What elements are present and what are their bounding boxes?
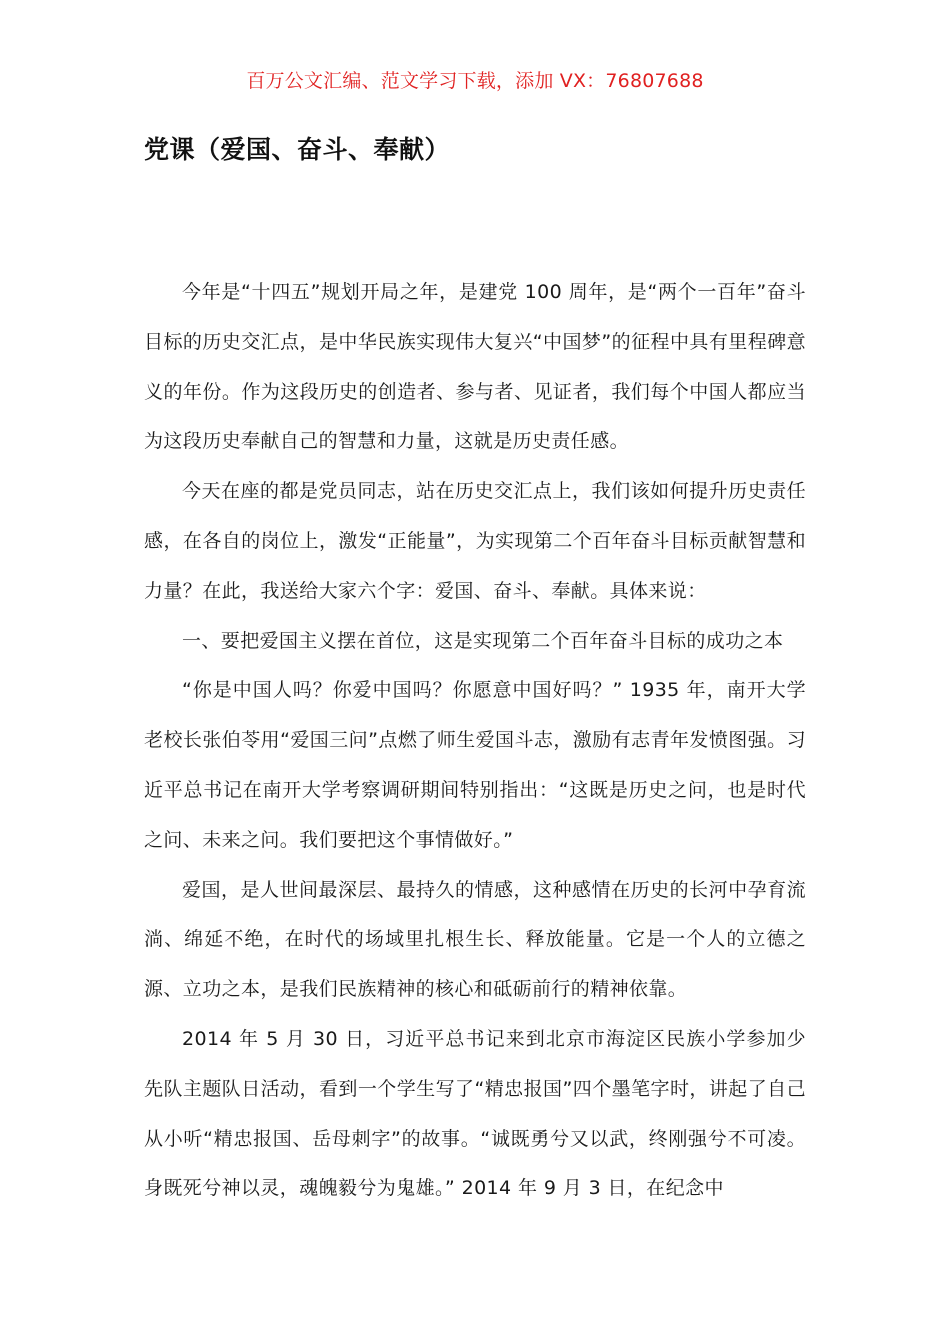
paragraph-2014-story: 2014 年 5 月 30 日，习近平总书记来到北京市海淀区民族小学参加少先队主题队日活动，看到一个学生写了“精忠报国”四个墨笔字时，讲起了自己从小听“精忠报国、岳母刺字”的故事。“诚既勇兮又以武，终刚强兮不可凌。身既死兮神以灵，魂魄毅兮为鬼雄。” 2014 年 9 月 3 日，在纪念中	[144, 1027, 806, 1200]
document-body	[144, 268, 806, 1214]
header-notice: 百万公文汇编、范文学习下载，添加 VX：76807688	[246, 70, 704, 92]
paragraph-intro: 今年是“十四五”规划开局之年，是建党 100 周年，是“两个一百年”奋斗目标的历史交汇点，是中华民族实现伟大复兴“中国梦”的征程中具有里程碑意义的年份。作为这段历史的创造者、参与者、见证者，我们每个中国人都应当为这段历史奉献自己的智慧和力量，这就是历史责任感。	[144, 281, 806, 453]
paragraph-question: 今天在座的都是党员同志，站在历史交汇点上，我们该如何提升历史责任感，在各自的岗位上，激发“正能量”，为实现第二个百年奋斗目标贡献智慧和力量？在此，我送给大家六个字：爱国、奋斗、奉献。具体来说：	[144, 480, 806, 602]
document-title: 党课（爱国、奋斗、奉献）	[144, 135, 451, 164]
paragraph-nankai-questions: “你是中国人吗？你爱中国吗？你愿意中国好吗？” 1935 年，南开大学老校长张伯苓用“爱国三问”点燃了师生爱国斗志，激励有志青年发愤图强。习近平总书记在南开大学考察调研期间特别指出：“这既是历史之问，也是时代之问、未来之问。我们要把这个事情做好。”	[144, 679, 806, 851]
section-heading-patriotism: 一、要把爱国主义摆在首位，这是实现第二个百年奋斗目标的成功之本	[182, 629, 784, 652]
paragraph-patriotism-definition: 爱国，是人世间最深层、最持久的情感，这种感情在历史的长河中孕育流淌、绵延不绝，在时代的场域里扎根生长、释放能量。它是一个人的立德之源、立功之本，是我们民族精神的核心和砥砺前行的精神依靠。	[144, 878, 806, 1001]
